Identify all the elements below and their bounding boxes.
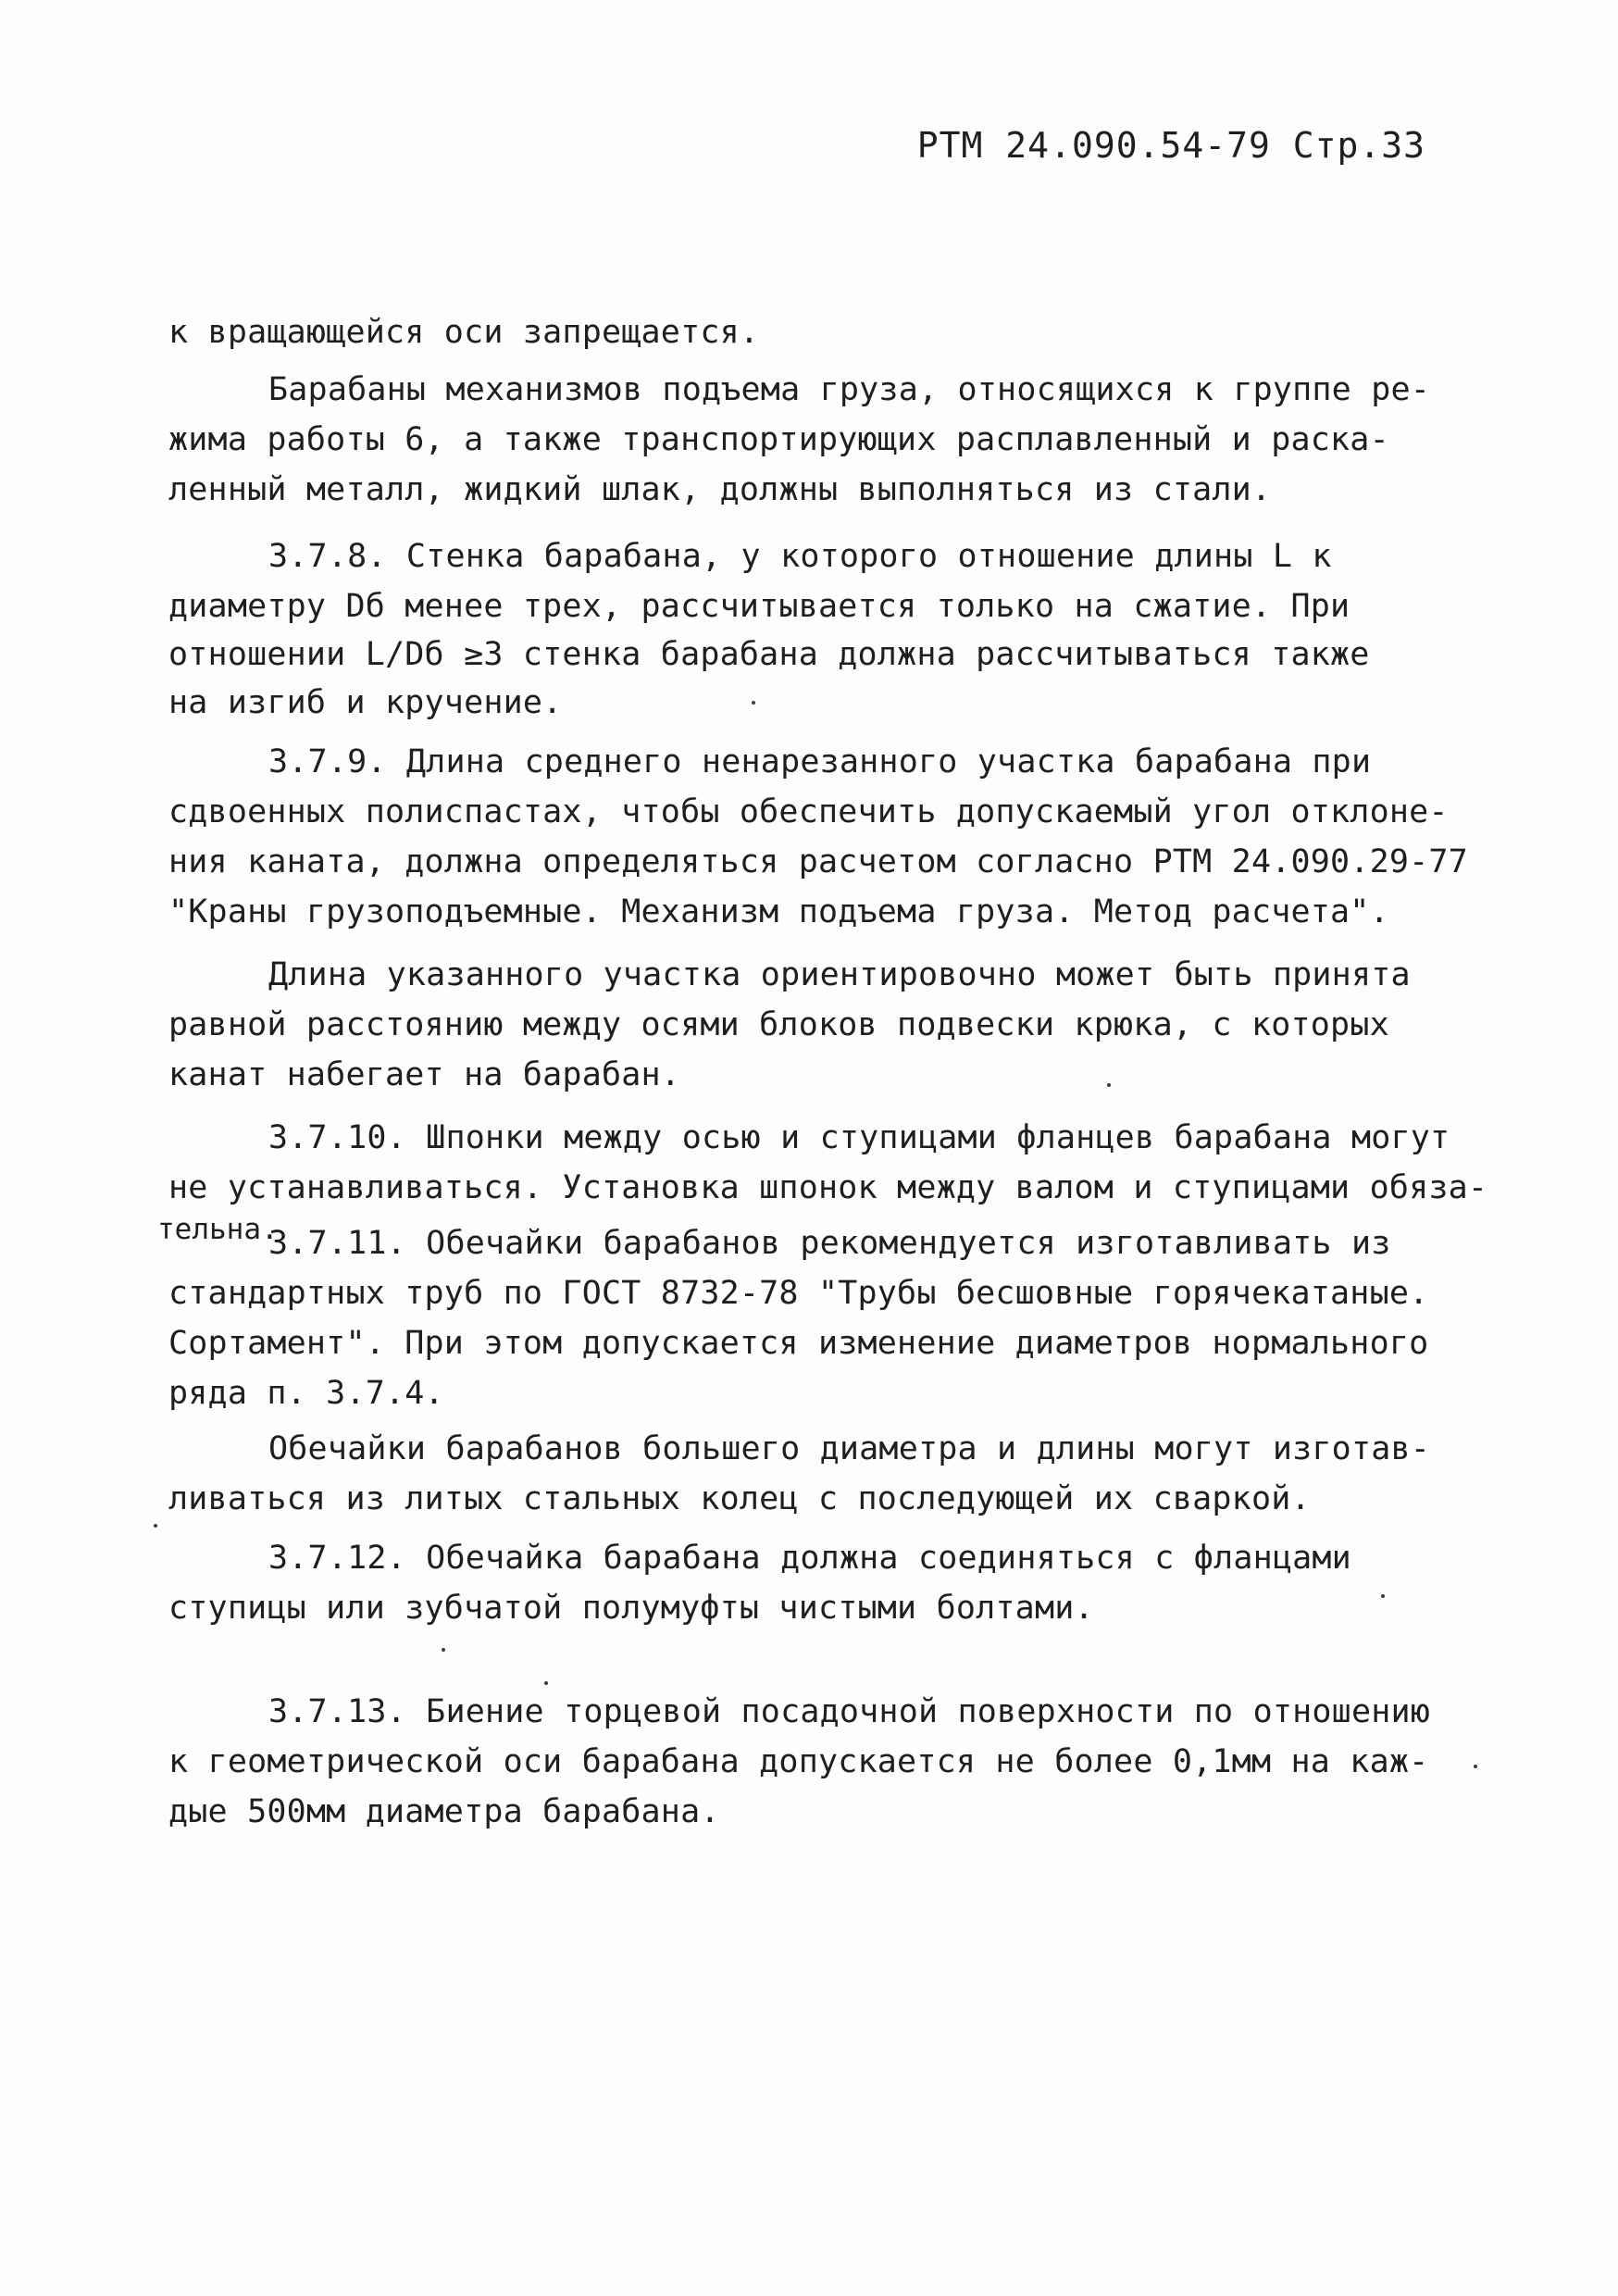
text-line-26: ступицы или зубчатой полумуфты чистыми болтами. [168,1590,1094,1627]
text-line-2: Барабаны механизмов подъема груза, относящихся к группе ре- [268,371,1431,408]
text-line-23: Обечайки барабанов большего диаметра и длины могут изготав- [268,1430,1431,1467]
page-header: РТМ 24.090.54-79 Стр.33 [916,125,1425,166]
text-line-22: ряда п. 3.7.4. [168,1375,444,1412]
scan-speck [1381,1594,1385,1598]
text-line-4: ленный металл, жидкий шлак, должны выполняться из стали. [168,471,1272,508]
scan-speck [1474,1765,1477,1768]
text-line-19: 3.7.11. Обечайки барабанов рекомендуется изготавливать из [268,1225,1391,1262]
text-line-11: ния каната, должна определяться расчетом согласно РТМ 24.090.29-77 [168,843,1468,880]
text-line-20: стандартных труб по ГОСТ 8732-78 "Трубы бесшовные горячекатаные. [168,1275,1429,1312]
text-line-28: к геометрической оси барабана допускается не более 0,1мм на каж- [168,1743,1429,1780]
text-line-12: "Краны грузоподъемные. Механизм подъема груза. Метод расчета". [168,893,1389,930]
text-line-9: 3.7.9. Длина среднего ненарезанного участка барабана при [268,743,1372,780]
scan-speck [442,1648,445,1652]
text-line-24: ливаться из литых стальных колец с последующей их сваркой. [168,1480,1311,1517]
scan-speck [544,1681,548,1685]
scan-speck [1107,1083,1111,1087]
text-line-14: равной расстоянию между осями блоков подвески крюка, с которых [168,1006,1389,1043]
text-line-7: отношении L/Dб ≥3 стенка барабана должна рассчитываться также [168,636,1370,673]
text-line-29: дые 500мм диаметра барабана. [168,1793,720,1830]
text-line-27: 3.7.13. Биение торцевой посадочной поверхности по отношению [268,1693,1431,1730]
text-line-16: 3.7.10. Шпонки между осью и ступицами фланцев барабана могут [268,1119,1450,1156]
text-line-3: жима работы 6, а также транспортирующих расплавленный и раска- [168,421,1389,458]
text-line-18: тельна. [157,1213,279,1246]
text-line-25: 3.7.12. Обечайка барабана должна соединяться с фланцами [268,1540,1351,1577]
scan-speck [154,1524,157,1528]
text-line-1: к вращающейся оси запрещается. [168,314,760,351]
text-line-10: сдвоенных полиспастах, чтобы обеспечить допускаемый угол отклоне- [168,793,1449,830]
text-line-13: Длина указанного участка ориентировочно может быть принята [268,956,1411,993]
scan-speck [752,701,755,705]
text-line-8: на изгиб и кручение. [168,684,563,721]
text-line-15: канат набегает на барабан. [168,1056,681,1093]
text-line-21: Сортамент". При этом допускается изменение диаметров нормального [168,1325,1429,1362]
text-line-5: 3.7.8. Стенка барабана, у которого отношение длины L к [268,538,1332,575]
text-line-6: диаметру Dб менее трех, рассчитывается только на сжатие. При [168,588,1350,625]
text-line-17: не устанавливаться. Установка шпонок между валом и ступицами обяза- [168,1169,1488,1206]
